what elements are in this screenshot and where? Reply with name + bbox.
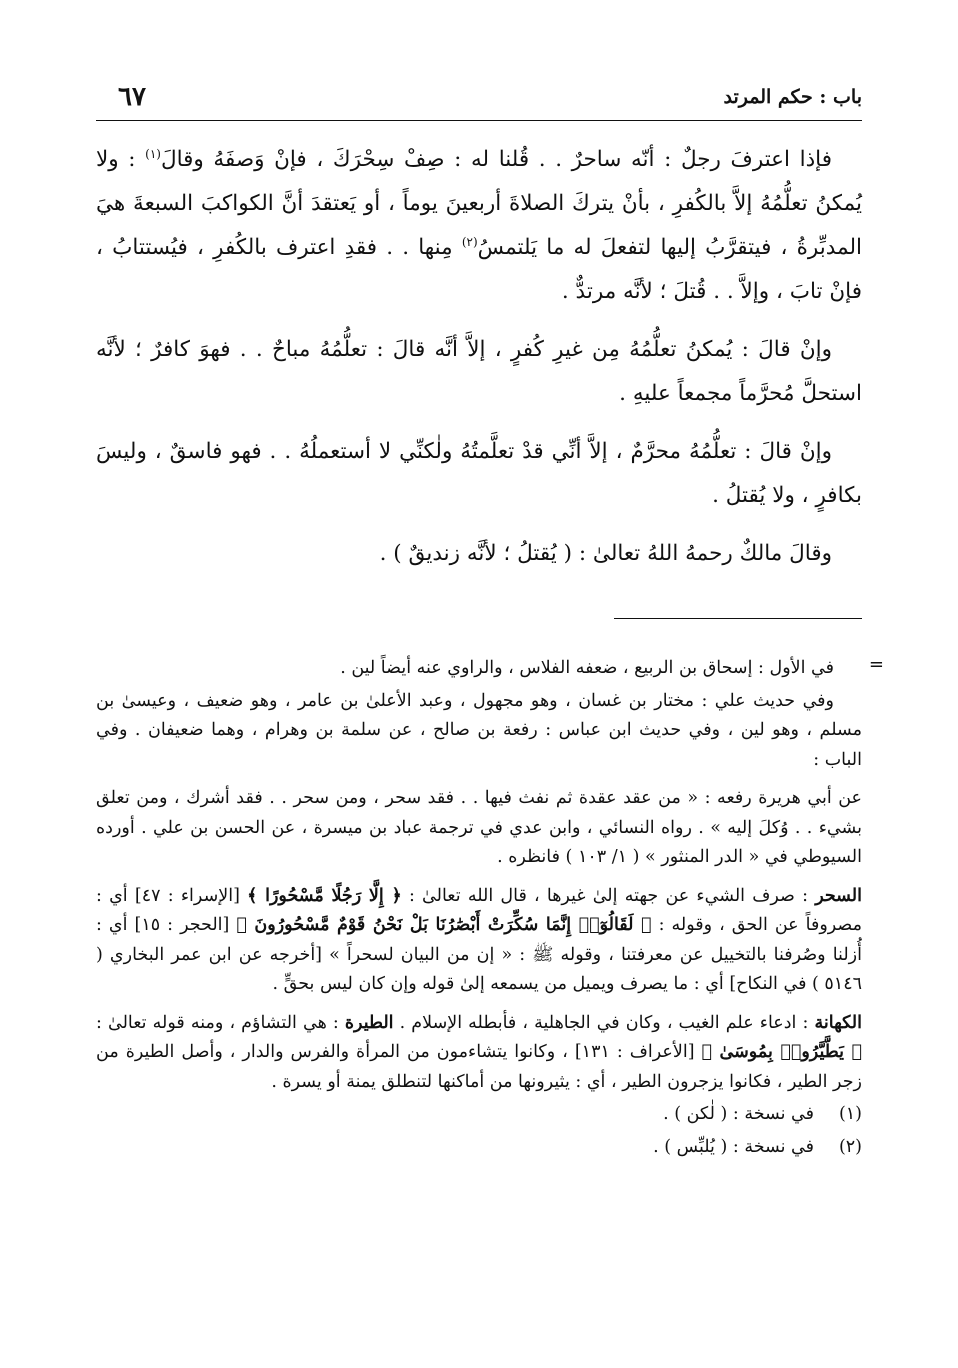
paragraph-text: فإذا اعترفَ رجلٌ : أنّه ساحرٌ . . قُلنا له : صِفْ سِحْرَكَ ، فإنْ وَصفَهُ وقالَ [160, 147, 832, 172]
note-text: : صرف الشيء عن جهته إلىٰ غيرها ، قال الله تعالىٰ : [401, 885, 816, 906]
footnote-text: في نسخة : ( يُلبِّس ) . [653, 1136, 814, 1157]
footnote-ref-2: (٢) [461, 234, 478, 249]
running-header [96, 80, 862, 121]
page-number: ٦٧ [118, 82, 146, 112]
term-kahana: الكهانة [814, 1012, 862, 1033]
note-first-narration: في الأول : إسحاق بن الربيع ، ضعفه الفلاس ، والراوي عنه أيضاً لين . [340, 658, 834, 678]
quran-verse-isra: ﴿ إِلَّا رَجُلًا مَّسْحُورًا ﴾ [247, 885, 402, 906]
quran-verse-hijr: ﴿ لَقَالُوٓا۟ إِنَّمَا سُكِّرَتْ أَبْصَٰرُنَا بَلْ نَحْنُ قَوْمٌ مَّسْحُورُونَ ﴾ [236, 915, 652, 935]
footnote-1 [96, 1100, 862, 1130]
paragraph-sorcerer-confession [96, 138, 862, 314]
chapter-title: باب : حكم المرتد [723, 86, 862, 108]
note-text: [الحجر : ١٥] أي : أُزلنا وصُرفنا بالتخييل عن معرفتنا ، وقوله ﷺ : « إن من البيان لسحراً » [أخرجه عن ابن عمر البخاري ( ٥١٤٦ ) في النكاح] أي : ما يصرف ويميل من يسمعه إلىٰ قوله وإن كان ليس بحقٍّ . [96, 915, 862, 994]
paragraph-text: مِنها . . فقدِ اعترف بالكُفرِ ، فيُستتابُ ، فإنْ تابَ ، وإلاَّ . . قُتلَ ؛ لأنَّه مرتدٌّ . [96, 235, 862, 304]
note-abu-hurayra: عن أبي هريرة رفعه : « من عقد عقدة ثم نفث فيها . . فقد سحر ، ومن سحر . . فقد أشرك ، ومن تعلق بشيء . . وُكلَ إليه » . رواه النسائي ، وابن عدي في ترجمة عباد بن ميسرة ، عن الحسن بن علي . أورده السيوطي في « الدر المنثور » ( ١/ ١٠٣ ) فانظره . [96, 788, 862, 867]
note-text: : ادعاء علم الغيب ، وكان في الجاهلية ، فأبطله الإسلام . [393, 1012, 815, 1033]
note-kahana-tiyara [96, 1009, 862, 1098]
term-tiyara: الطيرة [344, 1012, 394, 1033]
footnote-separator [614, 618, 862, 619]
quran-verse-araf: ﴿ يَطَّيَّرُوا۟ بِمُوسَىٰ ﴾ [701, 1042, 862, 1062]
note-ali-hadith: وفي حديث علي : مختار بن غسان ، وهو مجهول ، وعبد الأعلىٰ بن عامر ، وهو ضعيف ، وعيسىٰ بن مسلم ، وهو لين ، وفي حديث ابن عباس : رفعة بن صالح ، عن سلمة بن وهرام ، وهما ضعيفان . وفي الباب : [96, 690, 862, 770]
footnote-2 [96, 1133, 862, 1163]
note-text: : هي التشاؤم ، ومنه قوله تعالىٰ : [96, 1012, 345, 1033]
note-text: [الإسراء : ٤٧] أي : مصروفاً عن الحق ، وقوله : [96, 885, 862, 935]
footnotes-section [96, 654, 862, 1162]
footnote-text: في نسخة : ( لٰكن ) . [663, 1104, 814, 1124]
paragraph-permissible: وإنْ قالَ : يُمكنُ تعلُّمُهُ مِن غيرِ كُفرٍ ، إلاَّ أنَّه قالَ : تعلُّمُهُ مباحٌ . . فهوَ كافرٌ ؛ لأنَّه استحلَّ مُحرَّماً مجمعاً عليهِ . [96, 337, 862, 406]
paragraph-text: : ولا يُمكنُ تعلُّمُهُ إلاَّ بالكُفرِ ، بأنْ يتركَ الصلاةَ أربعينَ يوماً ، أو يَعتقدَ أنَّ الكواكبَ السبعةَ هيَ المدبِّرةُ ، فيتقرَّبُ إليها لتفعلَ له ما يَلتمسُ [96, 147, 863, 260]
footnote-number: (١) [838, 1104, 862, 1124]
note-text: [الأعراف : ١٣١] ، وكانوا يتشاءمون من المرأة والفرس والدار ، وأصل الطيرة من زجر الطير ، فكانوا يزجرون الطير ، أي : يثيرونها من أماكنها لتنطلق يمنة أو يسرة . [96, 1042, 862, 1092]
paragraph-forbidden: وإنْ قالَ : تعلُّمُهُ محرَّمٌ ، إلاَّ أنِّي قدْ تعلَّمتُهُ ولٰكنِّي لا أستعملُهُ . . فهو فاسقٌ ، وليسَ بكافرٍ ، ولا يُقتلُ . [96, 439, 862, 508]
term-sihr: السحر [815, 885, 862, 906]
footnote-number: (٢) [838, 1136, 862, 1157]
main-text [96, 138, 862, 590]
paragraph-malik: وقالَ مالكٌ رحمهُ اللهُ تعالىٰ : ( يُقتلُ ؛ لأنَّه زنديقٌ ) . [379, 541, 832, 566]
note-sihr-definition [96, 882, 862, 1000]
continuation-mark: = [868, 654, 884, 675]
footnote-ref-1: (١) [145, 146, 161, 161]
